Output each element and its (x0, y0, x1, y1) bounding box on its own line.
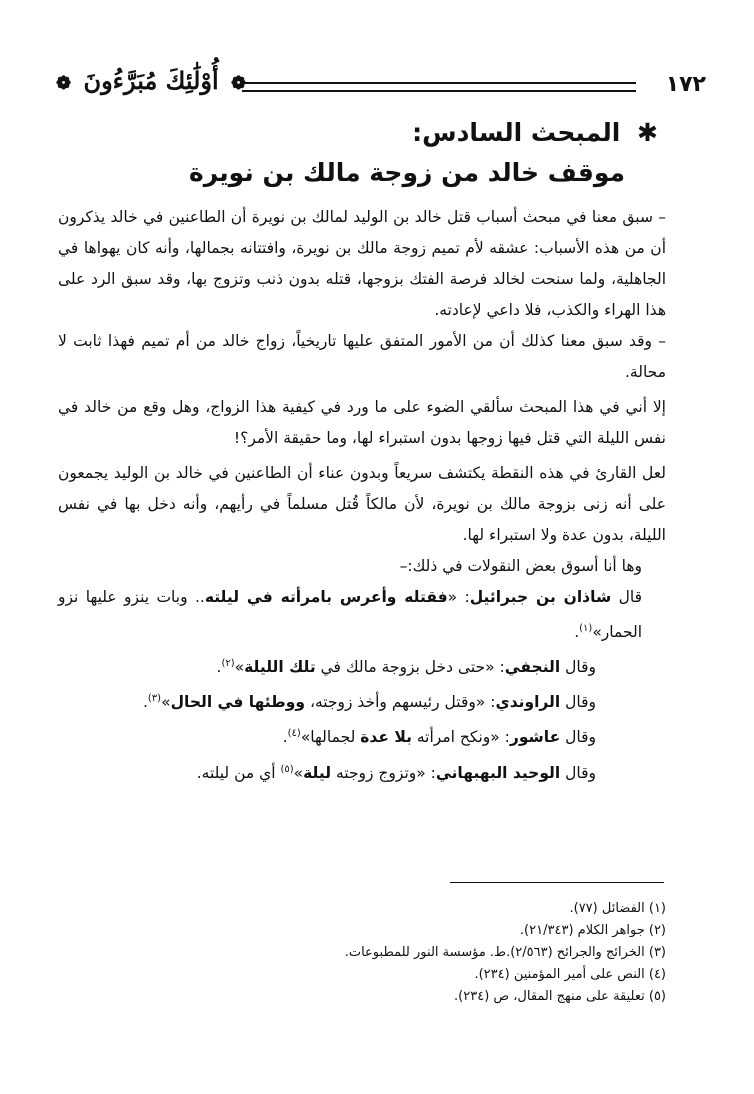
quote-5-bold: ليلة (303, 763, 332, 782)
quote-4: وقال عاشور: «ونكح امرأته بلا عدة لجمالها»$^{(٤)}$. (282, 728, 596, 747)
paragraph-4: لعل القارئ في هذه النقطة يكتشف سريعاً وبدون عناء أن الطاعنين في خالد بن الوليد يجمعون على أنه زنى بزوجة مالك بن نويرة، لأن مالكاً قُتل مسلماً في رأيهم، وأنه دخل بها في نفس الليلة، بدون عدة ولا استبراء لها. (58, 464, 666, 544)
quote-3: وقال الراوندي: «وقتل رئيسهم وأخذ زوجته، ووطئها في الحال»$^{(٣)}$. (142, 693, 596, 712)
footnote-3: (٣) الخرائج والجرائح (٢/٥٦٣).ط. مؤسسة النور للمطبوعات. (344, 945, 666, 960)
quote-4-text: : «ونكح امرأته (411, 728, 510, 747)
section-title: موقف خالد من زوجة مالك بن نويرة (188, 158, 625, 187)
quote-3-text: : «وقتل رئيسهم وأخذ زوجته، (305, 693, 496, 712)
quote-5-text: : «وتزوج زوجته (331, 763, 436, 782)
quote-5-intro: وقال (560, 763, 596, 782)
ornament-left-icon: ❁ (56, 73, 72, 94)
section-label-text: المبحث السادس: (412, 118, 621, 147)
star-icon: ✱ (637, 118, 658, 147)
paragraph-1: – سبق معنا في مبحث أسباب قتل خالد بن الوليد لمالك بن نويرة أن الطاعنين في خالد يذكرون أن من هذه الأسباب: عشقه لأم تميم زوجة مالك بن نويرة، وافتتانه بجمالها، وأنه كان يهواها في الجاهلية، ولما سنحت لخالد فرصة الفتك بزوجها، قتله بدون ذنب وتزوج بها، وقد سبق الرد على هذا الهراء والكذب، فلا داعي لإعادته. (58, 208, 666, 319)
footnote-ref-1: (١) (579, 623, 593, 634)
page-header (52, 66, 706, 106)
quote-3-name: الراوندي (495, 693, 561, 712)
quote-1-intro: قال (611, 588, 642, 606)
footnotes (60, 898, 666, 1008)
quote-4-intro: وقال (560, 728, 596, 747)
footnote-ref-3: (٣) (147, 693, 162, 705)
quote-2-close: » (234, 658, 245, 677)
quote-1-bold: فقتله وأعرس بامرأته في ليلته (204, 588, 448, 606)
page-number: ١٧٢ (665, 72, 706, 97)
section-label (412, 118, 658, 147)
quote-1: قال شاذان بن جبرائيل: «فقتله وأعرس بامرأته في ليلته.. وبات ينزو عليها نزو الحمار»$^{(١)}$. (58, 588, 642, 642)
running-title-text: أُوْلَٰئِكَ مُبَرَّءُونَ (83, 66, 219, 95)
footnote-ref-2: (٢) (221, 658, 235, 670)
quote-5 (58, 754, 666, 789)
running-title (52, 66, 250, 95)
paragraph-3: إلا أني في هذا المبحث سألقي الضوء على ما ورد في كيفية هذا الزواج، وهل وقع من خالد في نفس الليلة التي قتل فيها زوجها بدون استبراء لها، وما حقيقة الأمر؟! (58, 398, 666, 447)
quote-1-name: شاذان بن جبرائيل (469, 588, 612, 606)
ornament-right-icon: ❁ (231, 73, 247, 94)
footnote-1: (١) الفضائل (٧٧). (569, 901, 666, 916)
quote-4-name: عاشور (509, 728, 561, 747)
body-text (58, 202, 666, 789)
quote-1-rest: .. وبات ينزو عليها نزو الحمار» (58, 588, 642, 642)
quote-2-intro: وقال (560, 658, 596, 677)
paragraph-2: – وقد سبق معنا كذلك أن من الأمور المتفق عليها تاريخياً، زواج خالد من أم تميم فهذا ثابت لا محالة. (58, 332, 666, 381)
quote-5-close: » (293, 763, 304, 782)
footnote-divider (450, 882, 664, 883)
footnote-ref-4: (٤) (287, 728, 301, 740)
footnote-5: (٥) تعليقة على منهج المقال، ص (٢٣٤). (454, 989, 666, 1004)
header-rule (242, 82, 636, 92)
quote-1-colon: : « (447, 588, 470, 606)
quote-3-intro: وقال (560, 693, 596, 712)
quote-3-close: » (161, 693, 171, 712)
quote-3-bold: ووطئها في الحال (170, 693, 306, 712)
quote-5-tail: أي من ليلته. (196, 763, 281, 782)
quote-5-name: الوحيد البهبهاني (435, 763, 561, 782)
quote-2: وقال النجفي: «حتى دخل بزوجة مالك في تلك الليلة»$^{(٢)}$. (216, 658, 596, 677)
quote-4-bold: بلا عدة (360, 728, 412, 747)
footnote-ref-5: (٥) (280, 763, 294, 775)
quote-2-bold: تلك الليلة (244, 658, 316, 677)
quote-2-text: : «حتى دخل بزوجة مالك في (315, 658, 505, 677)
footnote-2: (٢) جواهر الكلام (٢١/٣٤٣). (519, 923, 666, 938)
paragraph-5: وها أنا أسوق بعض النقولات في ذلك:– (399, 557, 642, 575)
footnote-4: (٤) النص على أمير المؤمنين (٢٣٤). (474, 967, 666, 982)
quote-2-name: النجفي (504, 658, 561, 677)
quote-4-text2: لجمالها» (300, 728, 361, 747)
